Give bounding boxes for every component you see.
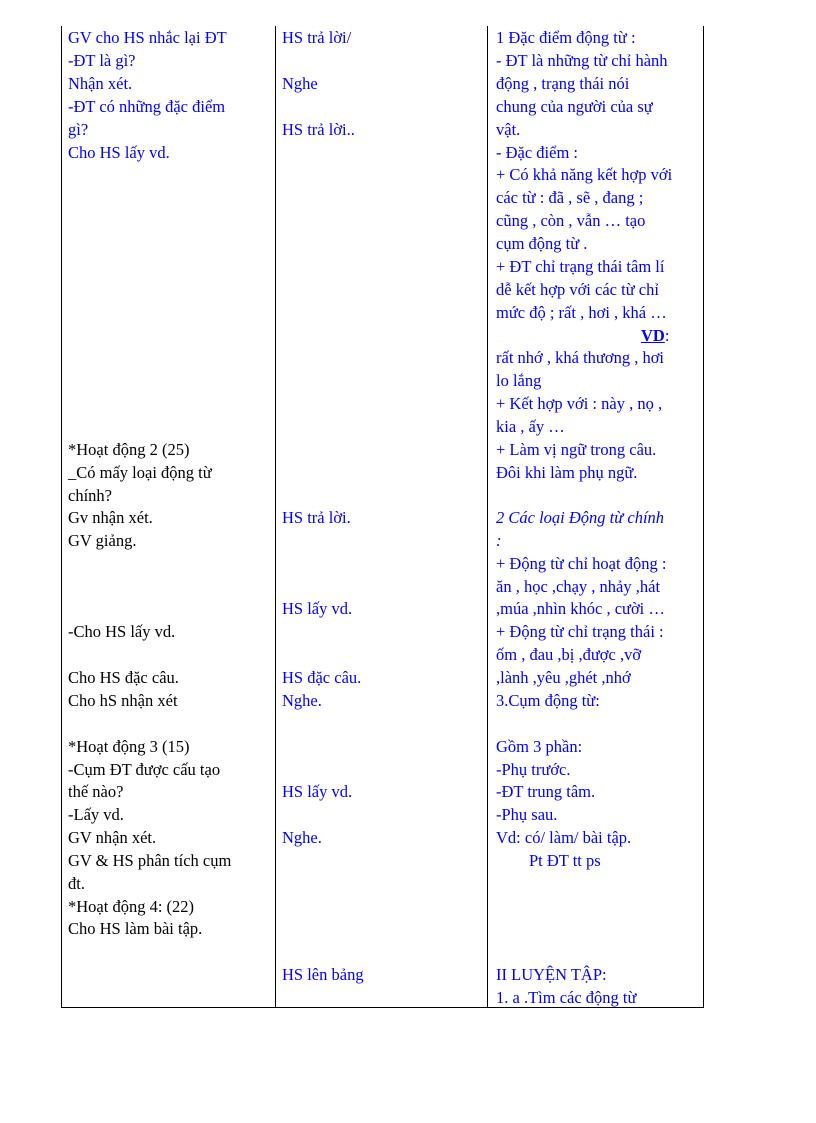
teacher-line: Gv nhận xét. — [68, 508, 153, 527]
content-line: + Động từ chỉ trạng thái : — [496, 622, 664, 641]
content-line: + Có khả năng kết hợp với — [496, 165, 673, 184]
content-line: - ĐT là những từ chỉ hành — [496, 51, 668, 70]
teacher-line: _Có mấy loại động từ — [68, 463, 212, 482]
content-line: - Đặc điểm : — [496, 143, 579, 162]
content-line: Gồm 3 phần: — [496, 737, 583, 756]
teacher-line: -Cho HS lấy vd. — [68, 622, 176, 641]
student-line: HS trả lời/ — [282, 28, 352, 47]
content-line: II LUYỆN TẬP: — [496, 965, 607, 984]
teacher-line: -ĐT là gì? — [68, 51, 136, 70]
teacher-line: GV & HS phân tích cụm — [68, 851, 232, 870]
content-line: 2 Các loại Động từ chính — [496, 508, 665, 527]
column-divider-1 — [275, 26, 276, 1007]
content-line: dễ kết hợp với các từ chỉ — [496, 280, 659, 299]
teacher-line: chính? — [68, 486, 112, 505]
content-line: -Phụ sau. — [496, 805, 558, 824]
student-line: HS lấy vd. — [282, 599, 353, 618]
content-line: Vd: có/ làm/ bài tập. — [496, 828, 632, 847]
teacher-line: -Cụm ĐT được cấu tạo — [68, 760, 221, 779]
teacher-line: GV nhận xét. — [68, 828, 157, 847]
vd-heading: VD: — [641, 326, 670, 345]
teacher-line: Cho HS đặc câu. — [68, 668, 179, 687]
content-line: + Làm vị ngữ trong câu. — [496, 440, 657, 459]
content-line: Đôi khi làm phụ ngữ. — [496, 463, 638, 482]
teacher-line: GV giảng. — [68, 531, 137, 550]
student-line: Nghe — [282, 74, 318, 93]
content-line: Pt ĐT tt ps — [529, 851, 601, 870]
content-line: 1 Đặc điểm động từ : — [496, 28, 636, 47]
teacher-line: -Lấy vd. — [68, 805, 124, 824]
teacher-line: gì? — [68, 120, 89, 139]
student-line: Nghe. — [282, 691, 322, 710]
teacher-line: *Hoạt động 4: (22) — [68, 897, 195, 916]
content-line: động , trạng thái nói — [496, 74, 630, 93]
teacher-line: Cho HS lấy vd. — [68, 143, 170, 162]
content-line: + Kết hợp với : này , nọ , — [496, 394, 663, 413]
teacher-line: *Hoạt động 3 (15) — [68, 737, 190, 756]
student-line: HS trả lời.. — [282, 120, 355, 139]
student-line: HS đặc câu. — [282, 668, 362, 687]
teacher-line: đt. — [68, 874, 85, 893]
content-line: ốm , đau ,bị ,được ,vỡ — [496, 645, 642, 664]
content-line: cũng , còn , vẫn … tạo — [496, 211, 646, 230]
student-line: HS lấy vd. — [282, 782, 353, 801]
student-line: HS lên bảng — [282, 965, 364, 984]
content-line: ,lành ,yêu ,ghét ,nhớ — [496, 668, 631, 687]
student-line: Nghe. — [282, 828, 322, 847]
teacher-line: thế nào? — [68, 782, 124, 801]
content-line: lo lắng — [496, 371, 542, 390]
content-line: vật. — [496, 120, 521, 139]
content-line: ,múa ,nhìn khóc , cười … — [496, 599, 665, 618]
teacher-line: Nhận xét. — [68, 74, 133, 93]
content-line: : — [496, 531, 502, 550]
teacher-line: Cho hS nhận xét — [68, 691, 178, 710]
content-line: mức độ ; rất , hơi , khá … — [496, 303, 667, 322]
teacher-line: Cho HS làm bài tập. — [68, 919, 203, 938]
content-line: kia , ấy … — [496, 417, 565, 436]
content-line: rất nhớ , khá thương , hơi — [496, 348, 665, 367]
teacher-line: *Hoạt động 2 (25) — [68, 440, 190, 459]
column-divider-2 — [487, 26, 488, 1007]
content-line: + Động từ chỉ hoạt động : — [496, 554, 667, 573]
content-line: cụm động từ . — [496, 234, 588, 253]
teacher-line: GV cho HS nhắc lại ĐT — [68, 28, 227, 47]
student-line: HS trả lời. — [282, 508, 351, 527]
content-line: + ĐT chỉ trạng thái tâm lí — [496, 257, 665, 276]
content-line: chung của người của sự — [496, 97, 653, 116]
content-line: 1. a .Tìm các động từ — [496, 988, 637, 1007]
teacher-line: -ĐT có những đặc điểm — [68, 97, 226, 116]
content-line: ăn , học ,chạy , nhảy ,hát — [496, 577, 661, 596]
content-line: -ĐT trung tâm. — [496, 782, 596, 801]
content-line: 3.Cụm động từ: — [496, 691, 600, 710]
content-line: các từ : đã , sẽ , đang ; — [496, 188, 644, 207]
content-line: -Phụ trước. — [496, 760, 571, 779]
